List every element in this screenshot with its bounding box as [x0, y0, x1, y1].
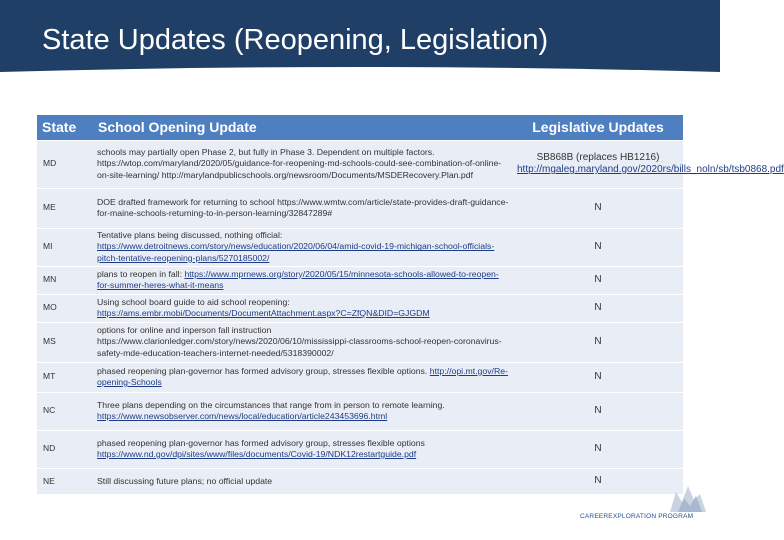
- legislative-update-cell: N: [513, 294, 683, 322]
- table-row: [37, 228, 683, 266]
- state-cell: NC: [37, 392, 93, 430]
- school-update-cell: [93, 294, 513, 322]
- column-header-state: State: [37, 115, 93, 140]
- school-update-link[interactable]: https://www.mprnews.org/story/2020/05/15/minnesota-schools-allowed-to-reopen-for-summer-heres-what-it-means: [97, 268, 499, 290]
- slide-title: State Updates (Reopening, Legislation): [42, 24, 549, 56]
- school-update-text: Using school board guide to aid school reopening:: [97, 296, 290, 307]
- logo-text: CAREEREXPLORATION PROGRAM: [580, 513, 694, 520]
- table-row: [37, 362, 683, 392]
- legislative-update-cell: N: [513, 392, 683, 430]
- footer-logo: [578, 478, 718, 528]
- column-header-legislative: Legislative Updates: [513, 115, 683, 140]
- school-update-cell: options for online and inperson fall instruction https://www.clarionledger.com/story/news/2020/06/10/mississippi-classrooms-school-reopen-coronavirus-safety-mde-education-teachers-internet-needed/5318390002/: [93, 322, 513, 362]
- title-bar: [0, 0, 720, 78]
- state-cell: ME: [37, 188, 93, 228]
- school-update-text: phased reopening plan-governor has formed advisory group, stresses flexible options: [97, 437, 425, 448]
- legislative-update-cell: N: [513, 228, 683, 266]
- state-cell: MN: [37, 266, 93, 294]
- table-row: [37, 140, 683, 188]
- state-cell: NE: [37, 468, 93, 494]
- logo-mark-icon: [578, 478, 718, 514]
- state-cell: MS: [37, 322, 93, 362]
- school-update-text: Three plans depending on the circumstances that range from in person to remote learning.: [97, 399, 445, 410]
- state-cell: MT: [37, 362, 93, 392]
- school-update-cell: [93, 266, 513, 294]
- table-row: [37, 294, 683, 322]
- legislative-update-cell: N: [513, 322, 683, 362]
- bill-link[interactable]: http://mgaleg.maryland.gov/2020rs/bills_noln/sb/tsb0868.pdf: [517, 164, 784, 175]
- school-update-cell: [93, 362, 513, 392]
- state-cell: MD: [37, 140, 93, 188]
- table-row: [37, 322, 683, 362]
- legislative-update-cell: N: [513, 266, 683, 294]
- school-update-link[interactable]: https://www.newsobserver.com/news/local/education/article243453696.html: [97, 411, 388, 421]
- state-cell: MO: [37, 294, 93, 322]
- school-update-cell: [93, 228, 513, 266]
- bill-label: SB868B (replaces HB1216): [536, 151, 660, 163]
- title-bar-sweep: [0, 62, 720, 78]
- state-updates-table: [37, 115, 784, 494]
- school-update-cell: [93, 392, 513, 430]
- school-update-link[interactable]: https://ams.embr.mobi/Documents/DocumentAttachment.aspx?C=ZfQN&DID=GJGDM: [97, 308, 430, 318]
- state-cell: ND: [37, 430, 93, 468]
- table-row: [37, 188, 683, 228]
- legislative-update-cell: N: [513, 362, 683, 392]
- table-row: [37, 430, 683, 468]
- school-update-text: plans to reopen in fall:: [97, 268, 183, 279]
- legislative-update-cell: [513, 140, 784, 188]
- state-cell: MI: [37, 228, 93, 266]
- school-update-cell: [93, 430, 513, 468]
- school-update-text: phased reopening plan-governor has formed advisory group, stresses flexible options.: [97, 365, 428, 376]
- school-update-link[interactable]: http://opi.mt.gov/Re-opening-Schools: [97, 365, 508, 387]
- school-update-cell: schools may partially open Phase 2, but fully in Phase 3. Dependent on multiple factors. https://wtop.com/maryland/2020/05/guidance-for-reopening-md-schools-could-see-combination-of-online-on-site-learning/ http://marylandpublicschools.org/newsroom/Documents/MSDERecovery.Plan.pdf: [93, 140, 513, 188]
- column-header-school-opening: School Opening Update: [93, 115, 513, 140]
- table-row: [37, 266, 683, 294]
- school-update-cell: Still discussing future plans; no official update: [93, 468, 513, 494]
- school-update-link[interactable]: https://www.detroitnews.com/story/news/education/2020/06/04/amid-covid-19-michigan-school-officials-pitch-tentative-reopening-plans/5270185002/: [97, 241, 495, 263]
- table-row: [37, 392, 683, 430]
- legislative-update-cell: N: [513, 430, 683, 468]
- legislative-update-cell: N: [513, 468, 683, 494]
- legislative-update-cell: N: [513, 188, 683, 228]
- school-update-text: Tentative plans being discussed, nothing official:: [97, 230, 283, 241]
- school-update-link[interactable]: https://www.nd.gov/dpi/sites/www/files/documents/Covid-19/NDK12restartguide.pdf: [97, 449, 417, 459]
- table-header-row: [37, 115, 683, 140]
- school-update-cell: DOE drafted framework for returning to school https://www.wmtw.com/article/state-provides-draft-guidance-for-maine-schools-returning-to-in-person-learning/32847289#: [93, 188, 513, 228]
